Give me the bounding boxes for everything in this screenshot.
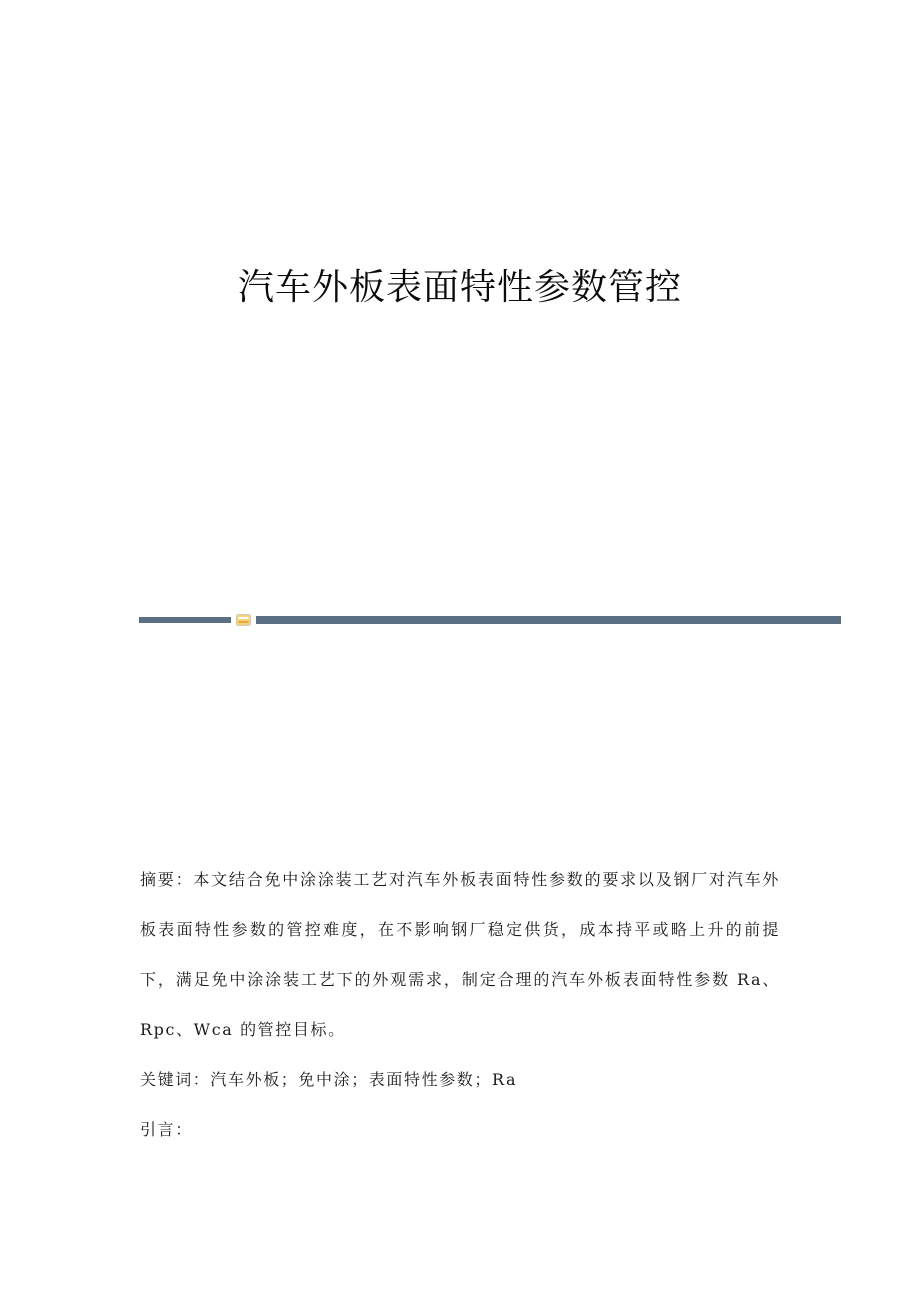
abstract-text: 本文结合免中涂涂装工艺对汽车外板表面特性参数的要求以及钢厂对汽车外板表面特性参数的管控难度，在不影响钢厂稳定供货，成本持平或略上升的前提下，满足免中涂涂装工艺下的外观需求，制定合理的汽车外板表面特性参数 Ra、Rpc、Wca 的管控目标。: [140, 870, 780, 1039]
section-divider: [139, 614, 841, 626]
divider-bar-left: [139, 617, 231, 623]
divider-emblem-icon: [236, 614, 251, 626]
document-title: 汽车外板表面特性参数管控: [237, 267, 682, 308]
keywords-text: 汽车外板；免中涂；表面特性参数；Ra: [210, 1070, 518, 1089]
document-body: [140, 855, 780, 1155]
keywords-label: 关键词：: [140, 1070, 211, 1089]
keywords-paragraph: [140, 1055, 780, 1105]
abstract-label: 摘要：: [140, 870, 194, 889]
abstract-paragraph: [140, 855, 780, 1055]
divider-bar-right: [256, 616, 841, 624]
intro-heading: 引言：: [140, 1120, 193, 1139]
